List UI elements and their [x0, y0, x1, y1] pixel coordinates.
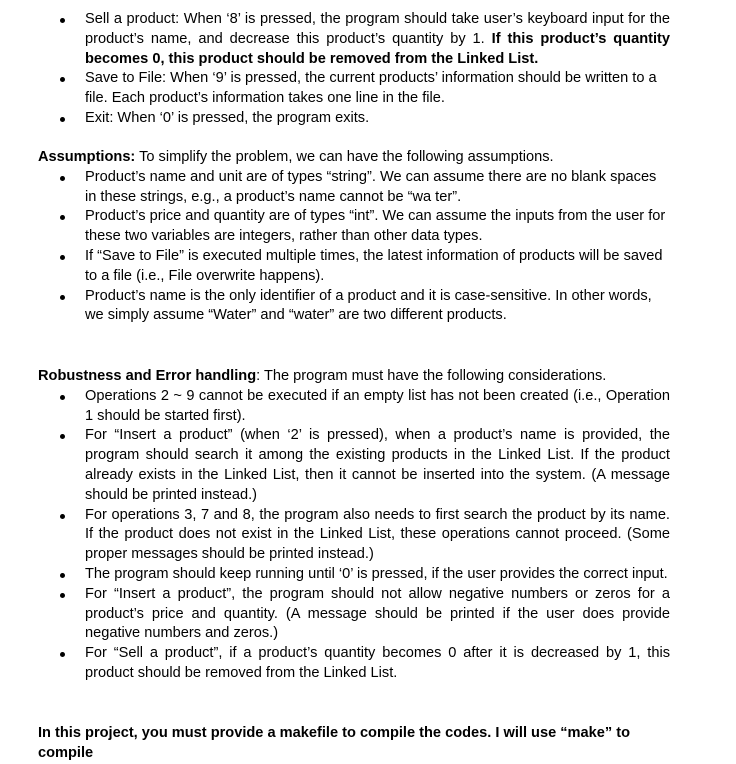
list-item — [38, 387, 675, 427]
list-item — [38, 247, 670, 287]
robustness-intro — [38, 367, 670, 387]
list-item — [38, 287, 670, 327]
list-item — [38, 506, 675, 565]
list-item-exit — [38, 109, 670, 129]
bullet-icon — [60, 573, 65, 578]
bullet-icon — [60, 18, 65, 23]
makefile-note-text: In this project, you must provide a makefile to compile the codes. I will use “make” to compile — [38, 725, 631, 761]
sell-product-bold-text: If this product’s quantity becomes 0, this product should be removed from the Linked List. — [85, 30, 675, 67]
list-item — [38, 207, 670, 247]
robustness-section — [38, 367, 675, 684]
operations-list-continued — [38, 10, 675, 129]
robustness-intro-text: : The program must have the following considerations. — [256, 368, 607, 384]
robustness-text: For “Sell a product”, if a product’s quantity becomes 0 after it is decreased by 1, this product should be removed from the Linked List. — [85, 645, 675, 681]
list-item — [38, 168, 670, 208]
robustness-heading: Robustness and Error handling — [38, 368, 257, 384]
bullet-icon — [60, 434, 65, 439]
bullet-icon — [60, 652, 65, 657]
bullet-icon — [60, 514, 65, 519]
list-item — [38, 644, 675, 684]
bullet-icon — [60, 77, 65, 82]
assumption-text: Product’s price and quantity are of types “int”. We can assume the inputs from the user for these two variables are integers, rather than other data types. — [85, 208, 670, 245]
bullet-icon — [60, 176, 65, 181]
list-item — [38, 565, 670, 585]
bullet-icon — [60, 215, 65, 220]
list-item-sell-product — [38, 10, 675, 69]
robustness-text: For “Insert a product”, the program should not allow negative numbers or zeros for a product’s price and quantity. (A message should be printed if the user does provide negative numbers and zeros.) — [85, 585, 675, 642]
list-item — [38, 585, 675, 644]
robustness-text: The program should keep running until ‘0’ is pressed, if the user provides the correct input. — [85, 565, 668, 582]
assumption-text: Product’s name and unit are of types “string”. We can assume there are no blank spaces in these strings, e.g., a product’s name cannot be “wa ter”. — [85, 168, 661, 205]
robustness-text: Operations 2 ~ 9 cannot be executed if an empty list has not been created (i.e., Operation 1 should be started first). — [85, 387, 675, 424]
assumptions-intro — [38, 148, 670, 168]
robustness-text: For “Insert a product” (when ‘2’ is pressed), when a product’s name is provided, the program should search it among the existing products in the Linked List. If the product already exists in the Linked List, then it cannot be inserted into the system. (A message should be printed instead.) — [85, 427, 675, 503]
bullet-icon — [60, 255, 65, 260]
assumptions-heading: Assumptions: — [38, 149, 136, 165]
list-item-save-to-file — [38, 69, 670, 109]
assumption-text: If “Save to File” is executed multiple times, the latest information of products will be saved to a file (i.e., File overwrite happens). — [85, 247, 667, 284]
assumption-text: Product’s name is the only identifier of a product and it is case-sensitive. In other words, we simply assume “Water” and “water” are two different products. — [85, 287, 656, 324]
list-item — [38, 426, 675, 505]
assumptions-section — [38, 148, 670, 326]
assumptions-intro-text: To simplify the problem, we can have the following assumptions. — [135, 149, 554, 165]
bullet-icon — [60, 295, 65, 300]
exit-text: Exit: When ‘0’ is pressed, the program exits. — [85, 109, 370, 126]
sell-product-text: Sell a product: When ‘8’ is pressed, the program should take user’s keyboard input for the product’s name, and decrease this product’s quantity by 1. — [85, 11, 675, 47]
bullet-icon — [60, 593, 65, 598]
bullet-icon — [60, 117, 65, 122]
robustness-text: For operations 3, 7 and 8, the program also needs to first search the product by its name. If the product does not exist in the Linked List, these operations cannot proceed. (Some proper messages should be printed instead.) — [85, 506, 675, 563]
bullet-icon — [60, 395, 65, 400]
save-to-file-text: Save to File: When ‘9’ is pressed, the current products’ information should be written to a file. Each product’s information takes one line in the file. — [85, 70, 661, 107]
